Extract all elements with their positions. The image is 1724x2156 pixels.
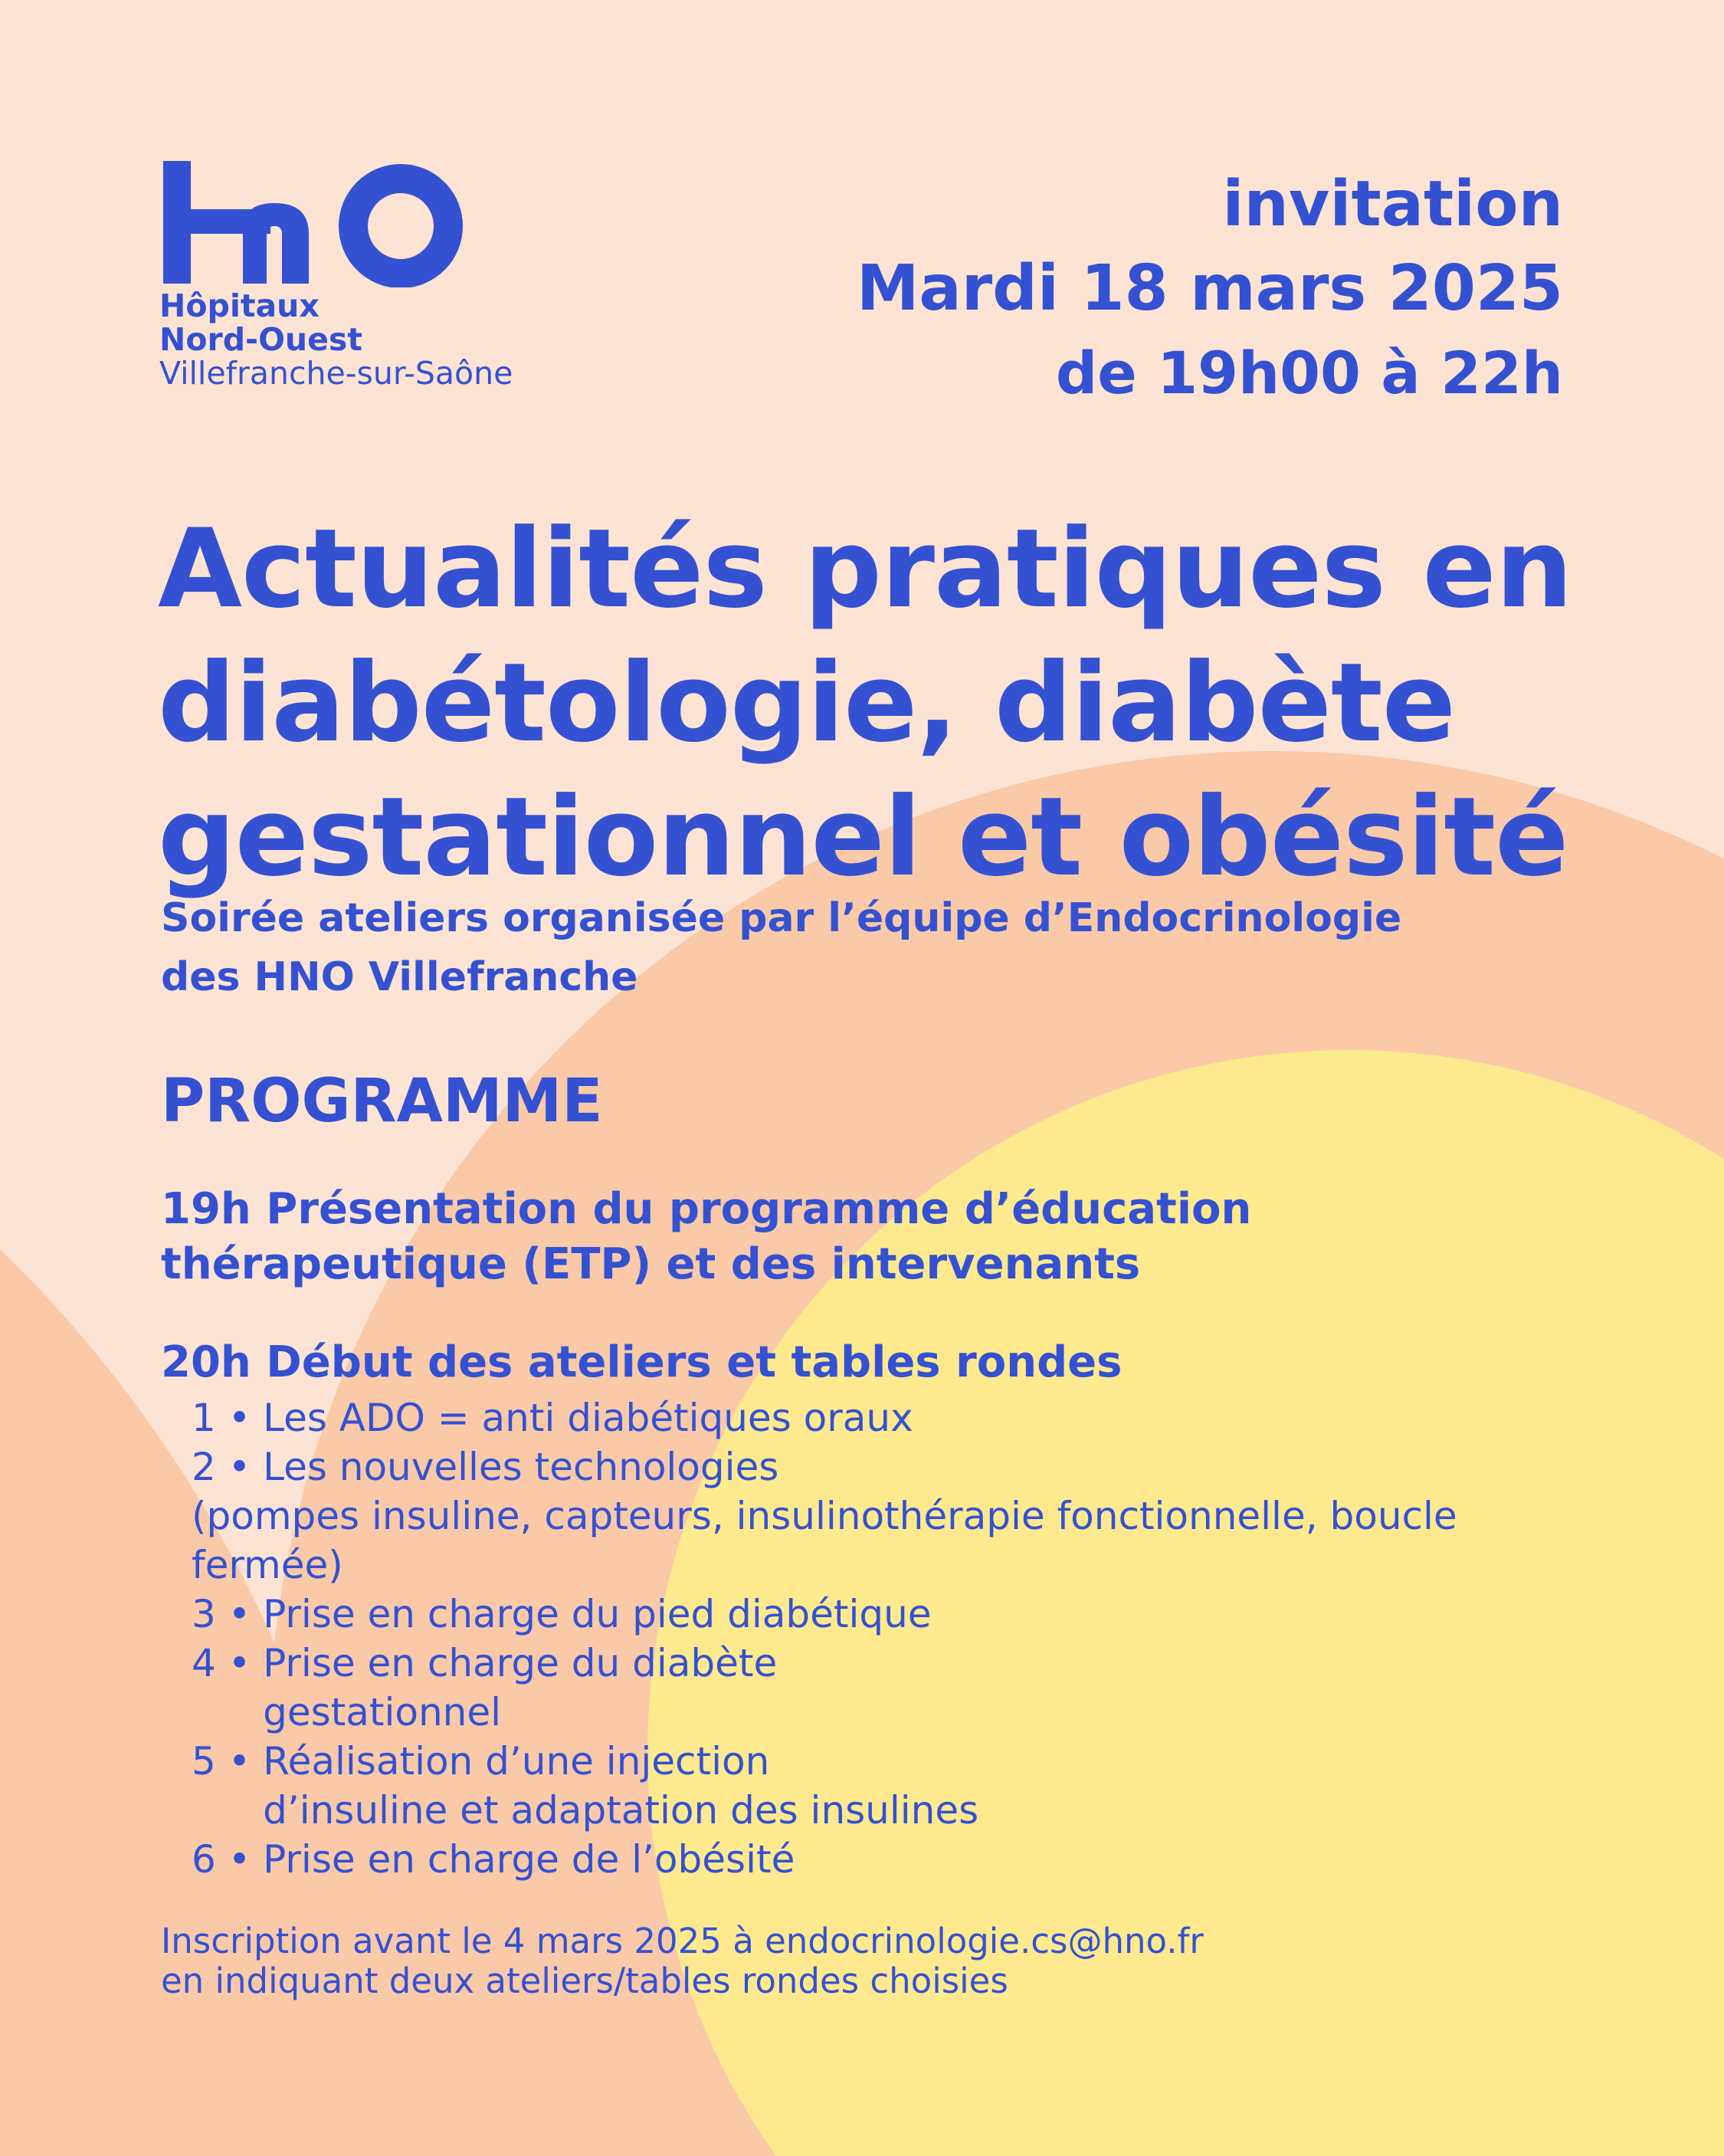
workshop-text (263, 1737, 978, 1835)
workshop-text-line: Réalisation d’une injection (263, 1739, 770, 1784)
logo-wordmark: HNO (159, 157, 162, 158)
event-info (857, 162, 1563, 415)
workshop-item (192, 1639, 1571, 1737)
workshop-number: 4 • (192, 1641, 264, 1685)
subtitle-line-2: des HNO Villefranche (161, 954, 638, 1000)
title-line-3: gestationnel et obésité (158, 774, 1568, 901)
logo-line-hopitaux: Hôpitaux (159, 287, 320, 324)
programme-part-1-line-2: thérapeutique (ETP) et des intervenants (161, 1239, 1141, 1289)
registration-line-2: en indiquant deux ateliers/tables rondes choisies (161, 1961, 1008, 2001)
title-line-2: diabétologie, diabète (158, 640, 1456, 766)
programme-part-1-line-1: 19h Présentation du programme d’éducation (161, 1184, 1252, 1234)
workshop-list (192, 1393, 1571, 1884)
workshop-item (192, 1737, 1571, 1835)
workshop-text: Prise en charge de l’obésité (263, 1837, 795, 1882)
workshop-number: 2 • (192, 1445, 264, 1489)
workshop-text-line: Prise en charge du diabète (263, 1641, 778, 1685)
workshop-text: Les nouvelles technologies (263, 1445, 779, 1489)
title-line-1: Actualités pratiques en (158, 506, 1572, 632)
workshop-item (192, 1393, 1571, 1442)
workshop-number: 6 • (192, 1837, 264, 1882)
page-title (158, 502, 1614, 904)
programme-heading: PROGRAMME (161, 1067, 603, 1136)
logo-line-nord-ouest: Nord-Ouest (159, 321, 362, 358)
workshop-number: 5 • (192, 1739, 264, 1784)
workshop-text-line: gestationnel (263, 1690, 502, 1734)
workshop-text: Prise en charge du pied diabétique (263, 1592, 932, 1636)
programme-part-2: 20h Début des ateliers et tables rondes (161, 1337, 1123, 1387)
workshop-number: 1 • (192, 1396, 264, 1440)
hno-logo (159, 157, 513, 390)
event-label: invitation (1222, 168, 1563, 241)
workshop-text (263, 1639, 777, 1737)
programme-part-1 (161, 1182, 1387, 1292)
workshop-item (192, 1442, 1571, 1491)
event-time: de 19h00 à 22h (1055, 339, 1563, 407)
registration-line-1: Inscription avant le 4 mars 2025 à endocrinologie.cs@hno.fr (161, 1921, 1204, 1961)
event-date: Mardi 18 mars 2025 (856, 252, 1563, 325)
workshop-text-line: d’insuline et adaptation des insulines (263, 1788, 979, 1833)
workshop-item (192, 1835, 1571, 1884)
registration-info (161, 1921, 1540, 2001)
workshop-item (192, 1590, 1571, 1639)
hno-logo-mark (159, 157, 466, 287)
workshop-number: 3 • (192, 1592, 264, 1636)
logo-line-city: Villefranche-sur-Saône (159, 355, 513, 392)
workshop-text: Les ADO = anti diabétiques oraux (263, 1396, 913, 1440)
subtitle (161, 889, 1540, 1007)
workshop-subtext: (pompes insuline, capteurs, insulinothérapie fonctionnelle, boucle fermée) (192, 1494, 1457, 1587)
subtitle-line-1: Soirée ateliers organisée par l’équipe d’Endocrinologie (161, 895, 1402, 941)
